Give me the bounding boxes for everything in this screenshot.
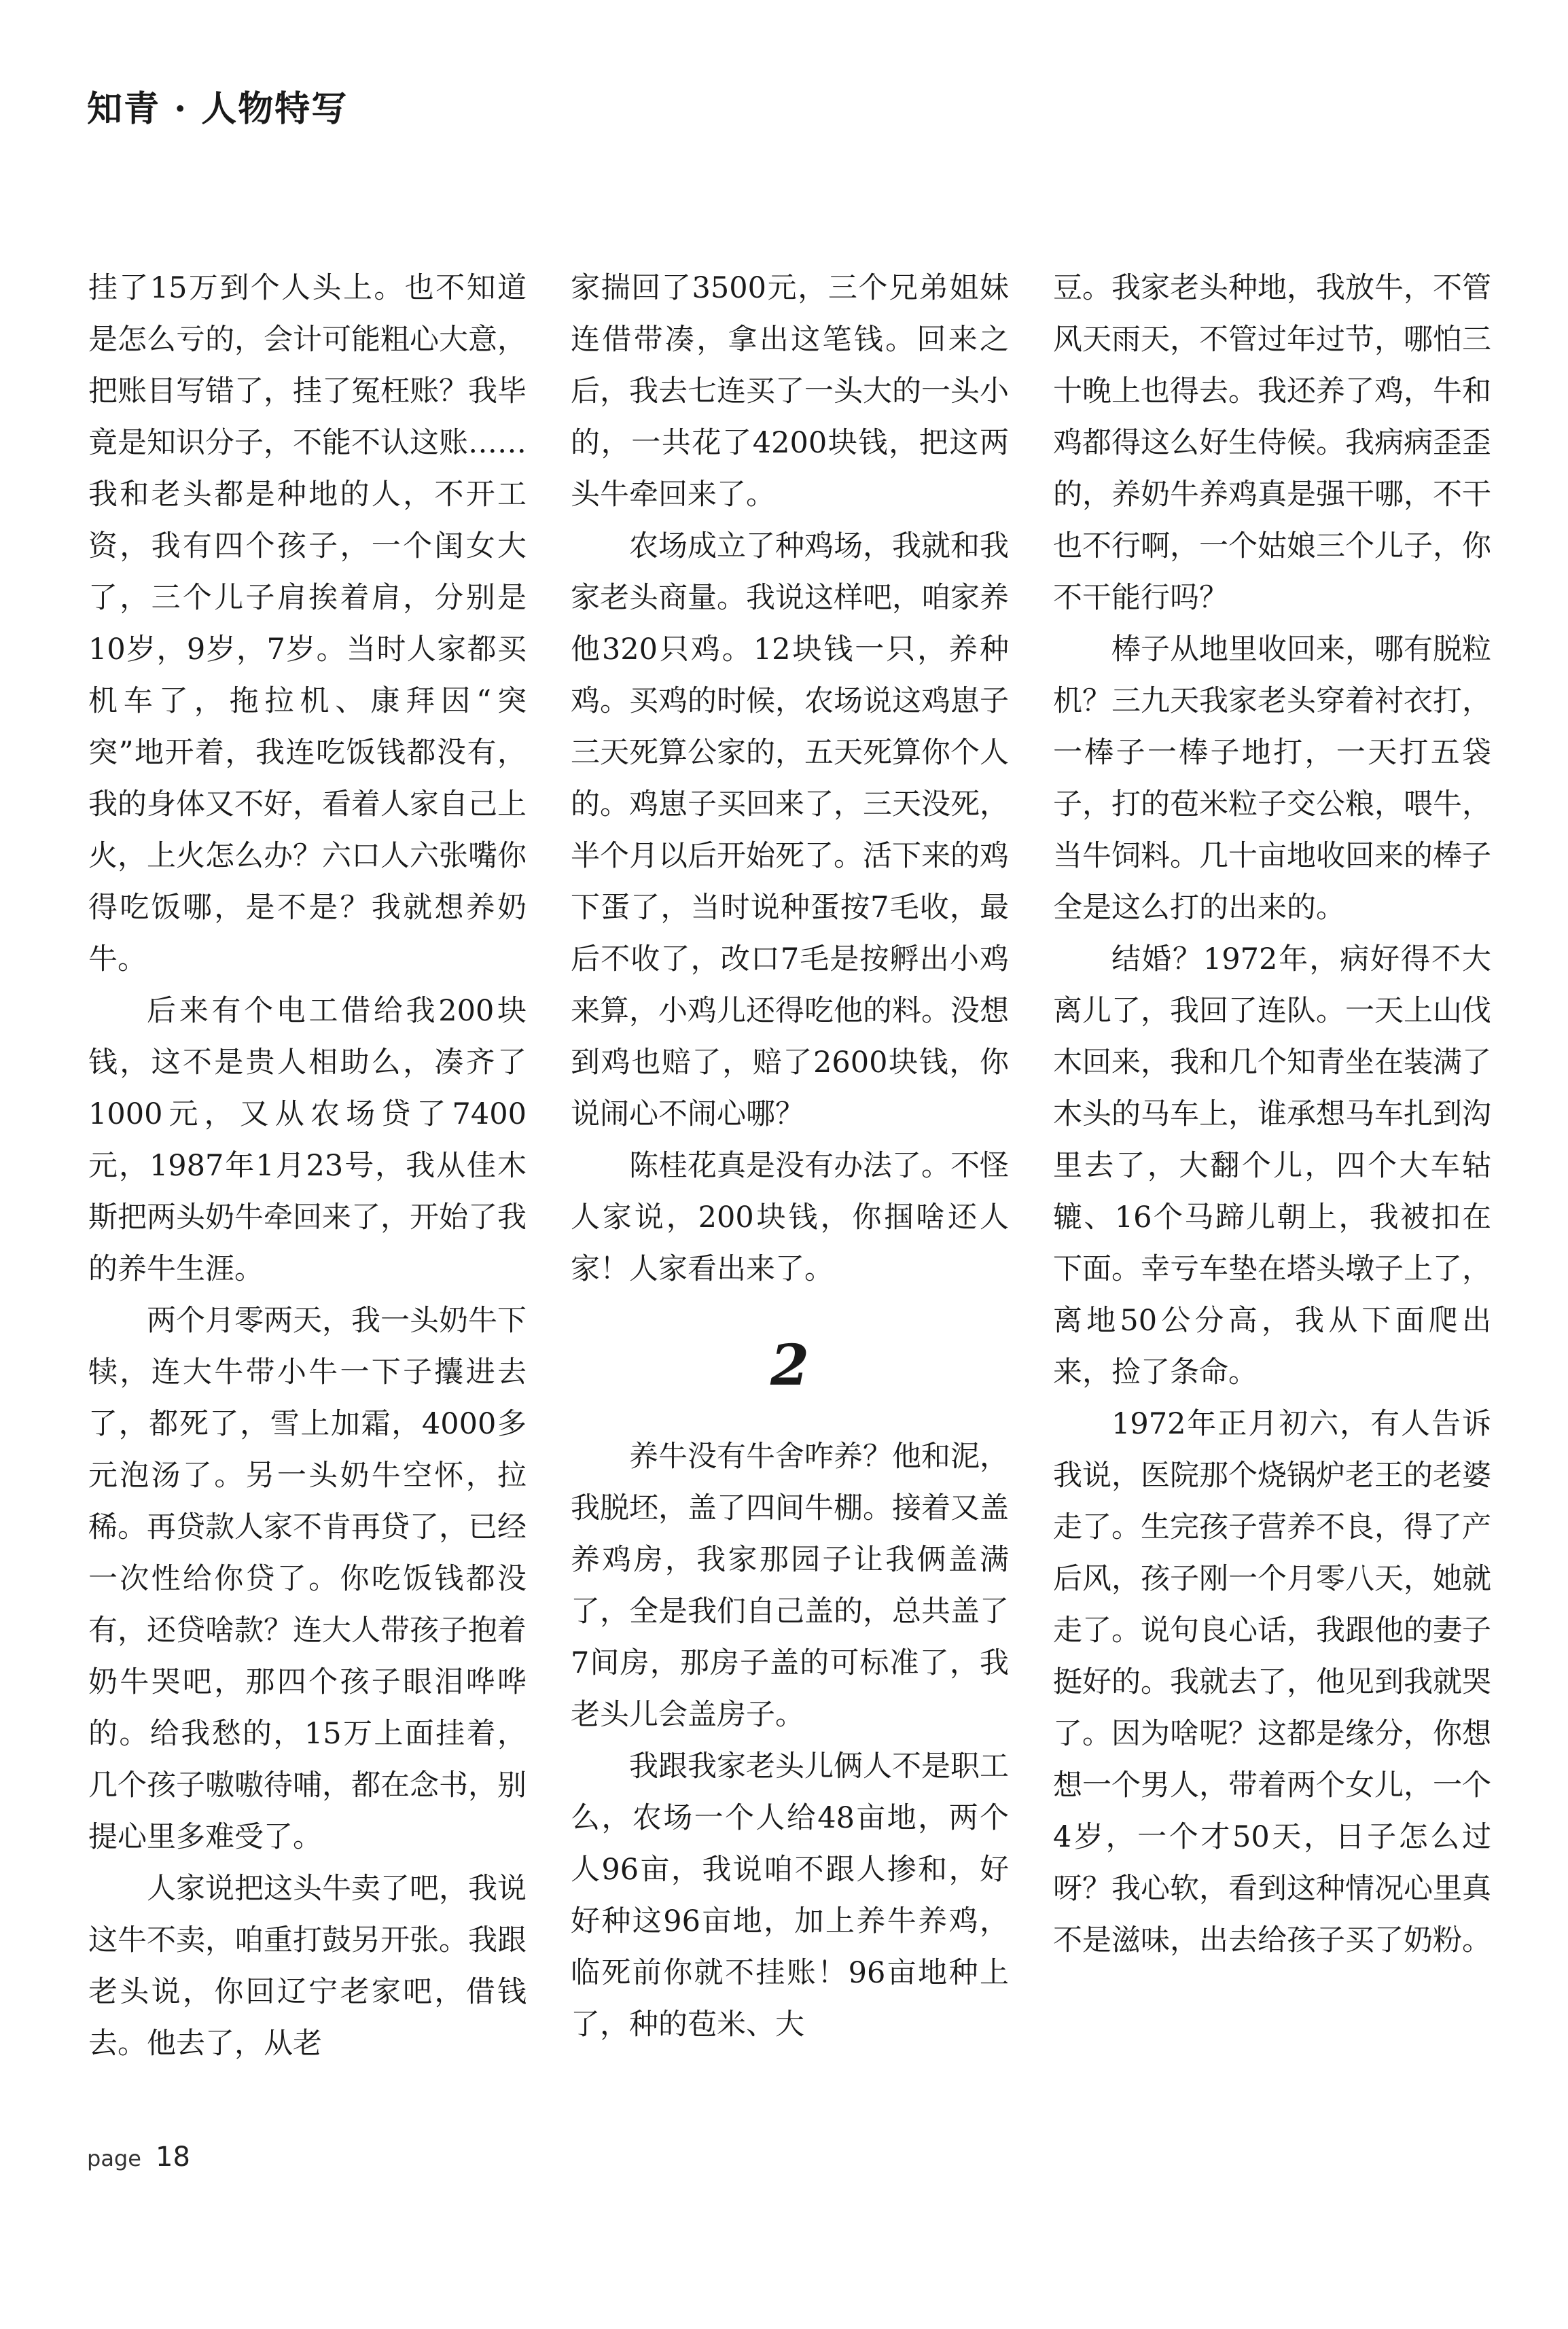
- paragraph: 挂了15万到个人头上。也不知道是怎么亏的，会计可能粗心大意，把账目写错了，挂了冤枉账？我毕竟是知识分子，不能不认这账……我和老头都是种地的人，不开工资，我有四个孩子，一个闺女大了，三个儿子肩挨着肩，分别是10岁，9岁，7岁。当时人家都买机车了，拖拉机、康拜因“突突”地开着，我连吃饭钱都没有，我的身体又不好，看着人家自己上火，上火怎么办？六口人六张嘴你得吃饭哪，是不是？我就想养奶牛。: [88, 271, 527, 976]
- page-footer: [87, 2141, 190, 2173]
- paragraph: 我跟我家老头儿俩人不是职工么，农场一个人给48亩地，两个人96亩，我说咱不跟人掺和，好好种这96亩地，加上养牛养鸡，临死前你就不挂账！96亩地种上了，种的苞米、大: [571, 1749, 1009, 2042]
- paragraph: 家揣回了3500元，三个兄弟姐妹连借带凑，拿出这笔钱。回来之后，我去七连买了一头大的一头小的，一共花了4200块钱，把这两头牛牵回来了。: [571, 271, 1009, 512]
- text-column-3: [1053, 262, 1491, 1966]
- page-number: 18: [156, 2141, 190, 2173]
- paragraph: 棒子从地里收回来，哪有脱粒机？三九天我家老头穿着衬衣打，一棒子一棒子地打，一天打五袋子，打的苞米粒子交公粮，喂牛，当牛饲料。几十亩地收回来的棒子全是这么打的出来的。: [1053, 633, 1491, 925]
- paragraph: 两个月零两天，我一头奶牛下犊，连大牛带小牛一下子攮进去了，都死了，雪上加霜，4000多元泡汤了。另一头奶牛空怀，拉稀。再贷款人家不肯再贷了，已经一次性给你贷了。你吃饭钱都没有，还贷啥款？连大人带孩子抱着奶牛哭吧，那四个孩子眼泪哗哗的。给我愁的，15万上面挂着，几个孩子嗷嗷待哺，都在念书，别提心里多难受了。: [88, 1304, 527, 1854]
- paragraph: 农场成立了种鸡场，我就和我家老头商量。我说这样吧，咱家养他320只鸡。12块钱一只，养种鸡。买鸡的时候，农场说这鸡崽子三天死算公家的，五天死算你个人的。鸡崽子买回来了，三天没死，半个月以后开始死了。活下来的鸡下蛋了，当时说种蛋按7毛收，最后不收了，改口7毛是按孵出小鸡来算，小鸡儿还得吃他的料。没想到鸡也赔了，赔了2600块钱，你说闹心不闹心哪？: [571, 529, 1009, 1131]
- section-header: 知青 · 人物特写: [87, 88, 349, 130]
- paragraph: 后来有个电工借给我200块钱，这不是贵人相助么，凑齐了1000元，又从农场贷了7400元，1987年1月23号，我从佳木斯把两头奶牛牵回来了，开始了我的养牛生涯。: [88, 994, 527, 1286]
- text-column-1: [88, 262, 527, 2069]
- section-number: 2: [770, 1333, 810, 1398]
- paragraph: 豆。我家老头种地，我放牛，不管风天雨天，不管过年过节，哪怕三十晚上也得去。我还养了鸡，牛和鸡都得这么好生侍候。我病病歪歪的，养奶牛养鸡真是强干哪，不干也不行啊，一个姑娘三个儿子，你不干能行吗？: [1053, 271, 1491, 615]
- paragraph: 养牛没有牛舍咋养？他和泥，我脱坯，盖了四间牛棚。接着又盖养鸡房，我家那园子让我俩盖满了，全是我们自己盖的，总共盖了7间房，那房子盖的可标准了，我老头儿会盖房子。: [571, 1440, 1009, 1732]
- text-column-2: [571, 262, 1009, 2050]
- page-label: page: [87, 2146, 141, 2171]
- paragraph: 人家说把这头牛卖了吧，我说这牛不卖，咱重打鼓另开张。我跟老头说，你回辽宁老家吧，借钱去。他去了，从老: [88, 1872, 527, 2061]
- paragraph: 陈桂花真是没有办法了。不怪人家说，200块钱，你掴啥还人家！人家看出来了。: [571, 1149, 1009, 1286]
- paragraph: 结婚？1972年，病好得不大离儿了，我回了连队。一天上山伐木回来，我和几个知青坐在装满了木头的马车上，谁承想马车扎到沟里去了，大翻个儿，四个大车轱辘、16个马蹄儿朝上，我被扣在下面。幸亏车垫在塔头墩子上了，离地50公分高，我从下面爬出来，捡了条命。: [1053, 942, 1491, 1389]
- paragraph: 1972年正月初六，有人告诉我说，医院那个烧锅炉老王的老婆走了。生完孩子营养不良，得了产后风，孩子刚一个月零八天，她就走了。说句良心话，我跟他的妻子挺好的。我就去了，他见到我就哭了。因为啥呢？这都是缘分，你想想一个男人，带着两个女儿，一个4岁，一个才50天，日子怎么过呀？我心软，看到这种情况心里真不是滋味，出去给孩子买了奶粉。: [1053, 1407, 1491, 1957]
